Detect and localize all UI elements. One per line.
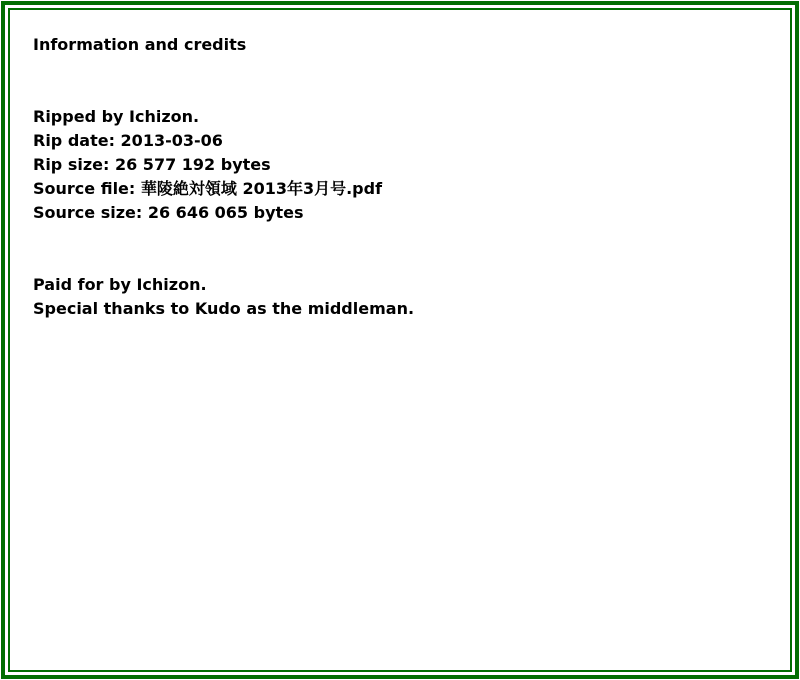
section-gap [33, 225, 770, 273]
page-title: Information and credits [33, 35, 247, 54]
info-line-rip-size: Rip size: 26 577 192 bytes [33, 155, 271, 174]
page-border-frame [1, 1, 799, 679]
info-line-source-size: Source size: 26 646 065 bytes [33, 203, 304, 222]
credits-block [33, 273, 770, 321]
credit-line-paid-for: Paid for by Ichizon. [33, 275, 207, 294]
credit-line-special-thanks: Special thanks to Kudo as the middleman. [33, 299, 415, 318]
rip-info-block [33, 105, 770, 225]
page-inner-frame [8, 8, 792, 672]
title-gap [33, 57, 770, 105]
info-line-source-file: Source file: 華陵絶対領域 2013年3月号.pdf [33, 179, 383, 198]
info-line-rip-date: Rip date: 2013-03-06 [33, 131, 223, 150]
info-line-ripped-by: Ripped by Ichizon. [33, 107, 200, 126]
